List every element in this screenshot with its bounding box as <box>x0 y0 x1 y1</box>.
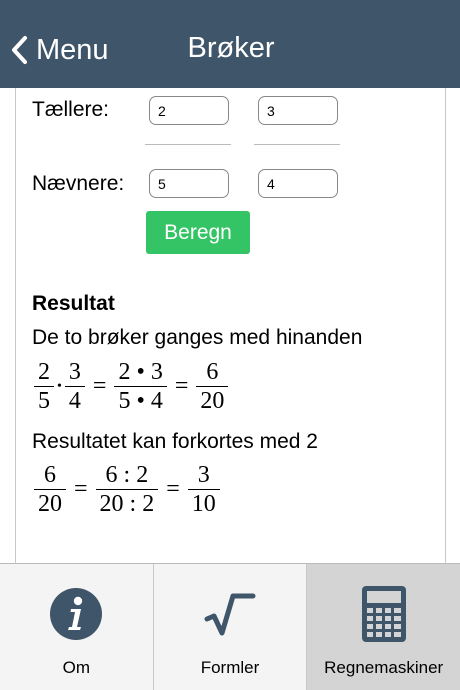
fraction-denominator: 5 • 4 <box>118 388 163 414</box>
numerator-1-input[interactable] <box>149 96 229 125</box>
numerator-2-input[interactable] <box>258 96 338 125</box>
fraction-3-10 <box>188 461 220 518</box>
equals-sign: = <box>74 476 88 502</box>
fraction-6-20 <box>196 358 228 415</box>
fraction-numerator: 2 • 3 <box>118 359 163 385</box>
denominators-label: Nævnere: <box>32 172 125 195</box>
equals-sign: = <box>92 373 107 399</box>
equals-sign: = <box>174 373 189 399</box>
back-button-label: Menu <box>36 33 109 66</box>
fraction-numerator: 3 <box>197 462 210 488</box>
fraction-numerator: 6 <box>44 462 56 488</box>
multiply-dot: • <box>57 378 62 394</box>
tab-om[interactable] <box>0 564 154 690</box>
tab-formler[interactable] <box>154 564 308 690</box>
fraction-numerator: 6 : 2 <box>105 462 149 488</box>
fraction-numerator: 3 <box>68 359 81 385</box>
result-explanation-1: De to brøker ganges med hinanden <box>32 326 363 349</box>
fraction-denominator: 4 <box>68 388 81 414</box>
fraction-denominator: 10 <box>191 491 216 517</box>
fraction-6-20 <box>34 461 66 518</box>
calculate-button[interactable]: Beregn <box>146 211 250 254</box>
reduction-equation <box>34 461 220 518</box>
tab-label: Formler <box>200 658 260 677</box>
multiplication-equation <box>34 358 228 415</box>
page-title: Brøker <box>187 32 275 64</box>
fraction-2-5 <box>34 358 54 415</box>
square-root-icon <box>202 586 258 642</box>
fraction-denominator: 20 <box>200 388 225 414</box>
calculator-icon <box>356 586 412 642</box>
result-title: Resultat <box>32 292 115 315</box>
fraction-division <box>96 461 159 518</box>
tab-label: Om <box>62 658 91 677</box>
fraction-product <box>114 358 166 415</box>
equals-sign: = <box>166 476 180 502</box>
calculator-content <box>15 88 446 563</box>
tab-bar <box>0 563 460 690</box>
denominator-2-input[interactable] <box>258 169 338 198</box>
fraction-denominator: 5 <box>38 388 50 414</box>
fraction-denominator: 20 : 2 <box>99 491 155 517</box>
navigation-bar <box>0 0 460 88</box>
fraction-numerator: 2 <box>38 359 50 385</box>
fraction-numerator: 6 <box>206 359 219 385</box>
info-icon <box>48 586 104 642</box>
fraction-line-2 <box>254 144 340 145</box>
tab-regnemaskiner[interactable] <box>307 564 460 690</box>
fraction-3-4 <box>65 358 85 415</box>
denominator-1-input[interactable] <box>149 169 229 198</box>
numerators-label: Tællere: <box>32 98 110 121</box>
fraction-line-1 <box>145 144 231 145</box>
fraction-denominator: 20 <box>38 491 62 517</box>
tab-label: Regnemaskiner <box>324 658 444 677</box>
result-explanation-2: Resultatet kan forkortes med 2 <box>32 430 318 453</box>
